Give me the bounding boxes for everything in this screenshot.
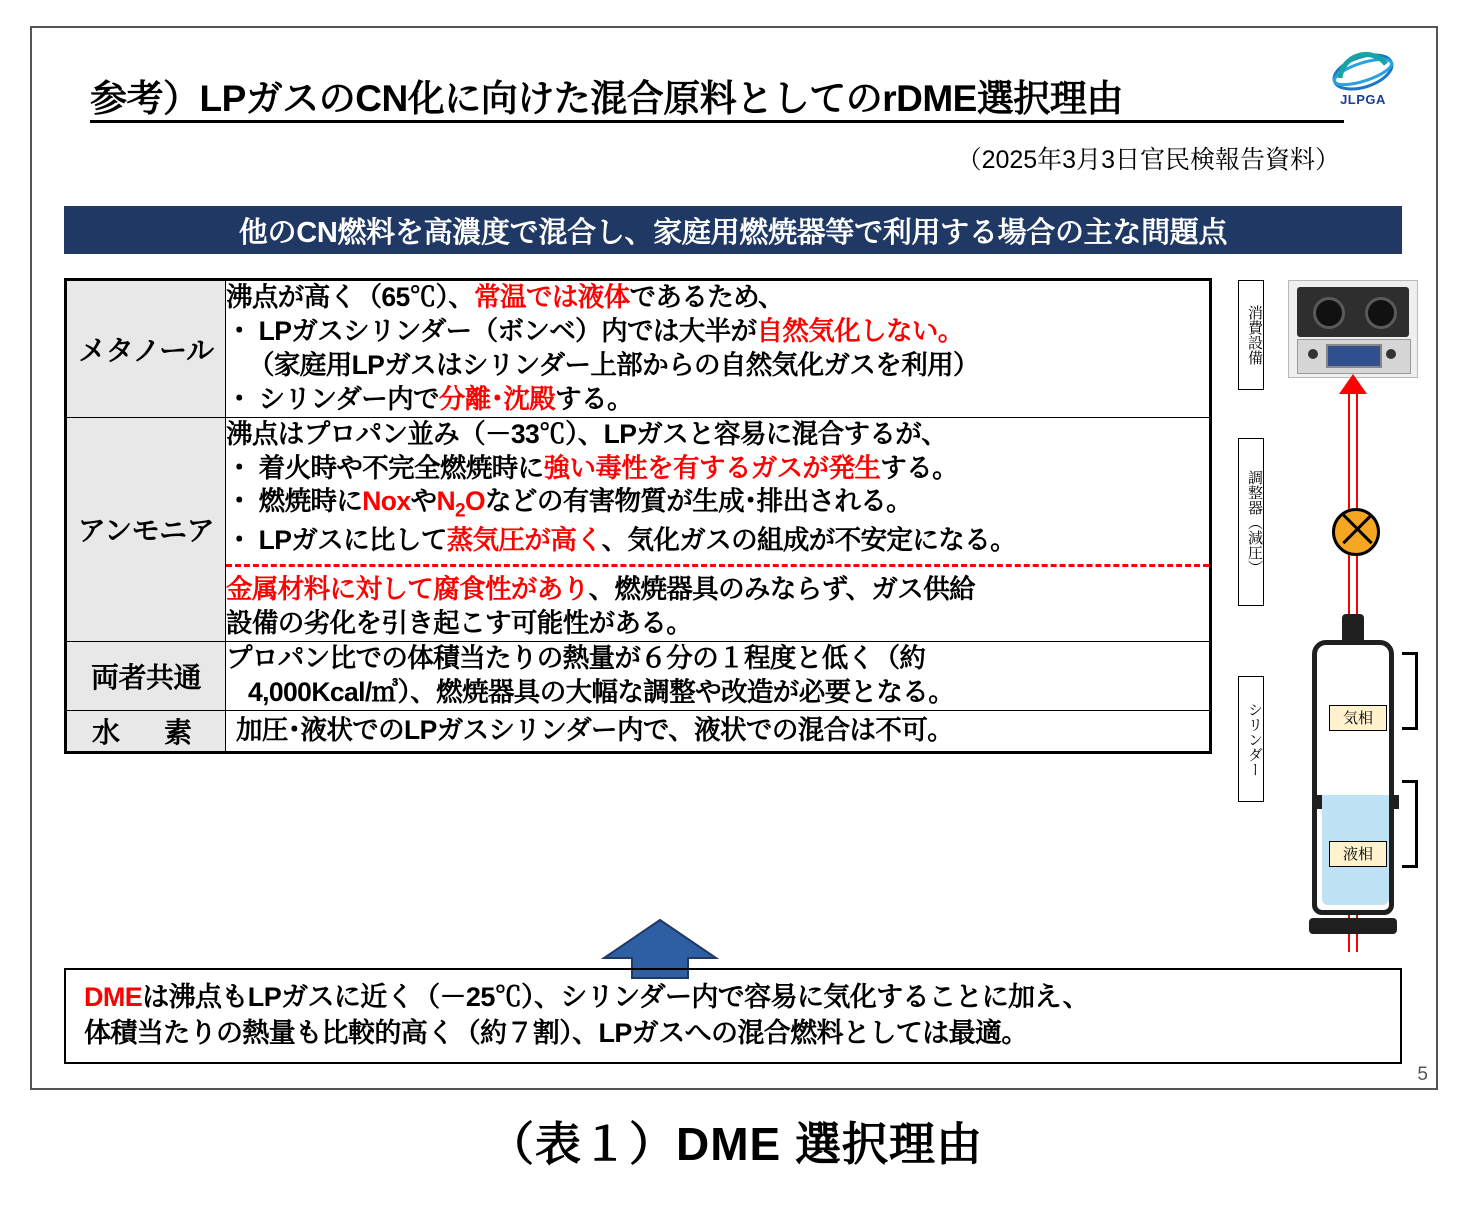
row-line: ・ シリンダー内で分離･沈殿する。 <box>226 383 633 414</box>
row-line: ・ LPガスシリンダー（ボンベ）内では大半が自然気化しない。 <box>226 315 964 346</box>
row-category: 水 素 <box>67 710 226 751</box>
row-body <box>226 641 1210 710</box>
jlpga-logo-icon <box>1326 52 1400 114</box>
row-line: 金属材料に対して腐食性があり、燃焼器具のみならず、ガス供給 <box>226 574 975 605</box>
row-line: 4,000Kcal/㎥）、燃焼器具の大幅な調整や改造が必要となる。 <box>248 676 955 707</box>
gas-phase-bracket <box>1402 652 1418 730</box>
logo-text: JLPGA <box>1340 92 1386 107</box>
row-line: プロパン比での体積当たりの熱量が６分の１程度と低く（約 <box>226 642 926 673</box>
table-row <box>67 710 1210 751</box>
label-regulator: 調整器（減圧） <box>1238 438 1264 606</box>
cylinder-icon <box>1312 610 1394 930</box>
row-line: 沸点が高く（65℃）、常温では液体であるため、 <box>226 282 784 312</box>
stove-oven <box>1297 339 1411 374</box>
row-line: 加圧･液状でのLPガスシリンダー内で、液状での混合は不可。 <box>236 714 954 745</box>
problems-table <box>64 278 1212 754</box>
stove-knob <box>1308 349 1318 359</box>
page-number: 5 <box>1417 1064 1428 1085</box>
row-body <box>226 710 1210 751</box>
cylinder-body <box>1312 640 1394 915</box>
conclusion-box <box>64 968 1402 1064</box>
table-row <box>67 641 1210 710</box>
conclusion-line-2: 体積当たりの熱量も比較的高く（約７割）、LPガスへの混合燃料としては最適。 <box>84 1017 1028 1048</box>
row-line: ・ 燃焼時にNoxや$N_2O$などの有害物質が生成･排出される。 <box>226 486 913 522</box>
table-row <box>67 281 1210 418</box>
label-consumer-equipment: 消費設備 <box>1238 280 1264 390</box>
row-category: メタノール <box>67 281 226 418</box>
page-title: 参考）LPガスのCN化に向けた混合原料としてのrDME選択理由 <box>90 78 1123 119</box>
stove-knob <box>1386 349 1396 359</box>
label-cylinder: シリンダー <box>1238 676 1264 802</box>
burner-icon <box>1313 297 1345 329</box>
regulator-icon <box>1332 508 1380 556</box>
figure-caption: （表１）DME 選択理由 <box>488 1118 983 1170</box>
conclusion-line-1: DMEは沸点もLPガスに近く（－25℃）、シリンダー内で容易に気化することに加え、 <box>84 982 1089 1012</box>
cylinder-base <box>1309 918 1397 934</box>
row-body <box>226 281 1210 418</box>
row-line: ・ LPガスに比して蒸気圧が高く、気化ガスの組成が不安定になる。 <box>226 525 1017 556</box>
supply-diagram <box>1232 280 1422 940</box>
table-row <box>67 417 1210 641</box>
row-body <box>226 417 1210 641</box>
tag-gas-phase: 気相 <box>1329 705 1387 731</box>
subtitle: （2025年3月3日官民検報告資料） <box>956 146 1340 174</box>
row-line: 沸点はプロパン並み（－33℃）、LPガスと容易に混合するが、 <box>226 418 948 449</box>
slide-frame <box>30 26 1438 1090</box>
row-line: （家庭用LPガスはシリンダー上部からの自然気化ガスを利用） <box>248 349 979 380</box>
section-banner: 他のCN燃料を高濃度で混合し、家庭用燃焼器等で利用する場合の主な問題点 <box>64 206 1402 254</box>
row-line: ・ 着火時や不完全燃焼時に強い毒性を有するガスが発生する。 <box>226 452 958 483</box>
gas-flow-arrowhead <box>1339 374 1367 394</box>
stove-icon <box>1288 280 1418 378</box>
dashed-divider <box>226 564 1209 567</box>
row-category: アンモニア <box>67 417 226 641</box>
title-underline <box>90 120 1344 123</box>
burner-icon <box>1365 297 1397 329</box>
tag-liquid-phase: 液相 <box>1329 841 1387 867</box>
stove-cooktop <box>1297 287 1409 337</box>
stove-window <box>1326 344 1382 368</box>
row-line: 設備の劣化を引き起こす可能性がある。 <box>226 607 693 638</box>
liquid-phase-bracket <box>1402 780 1418 868</box>
row-category: 両者共通 <box>67 641 226 710</box>
